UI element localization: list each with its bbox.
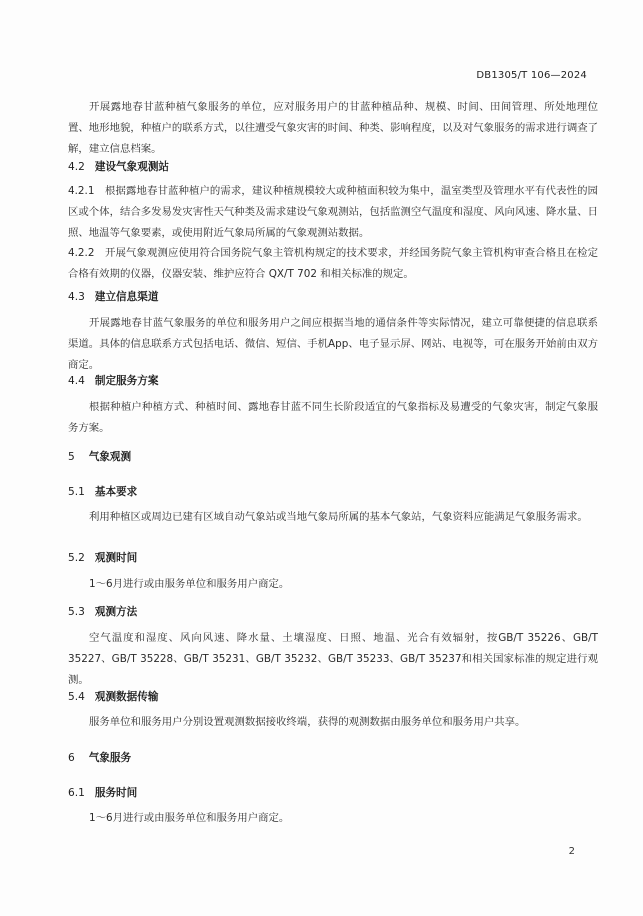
section-title: 气象服务	[88, 752, 132, 764]
section-number: 4.4	[68, 375, 85, 387]
section-5-4-heading	[68, 690, 158, 704]
section-title: 气象观测	[88, 451, 132, 463]
clause-4-2-2-block	[68, 243, 598, 285]
section-4-4-paragraph: 根据种植户种植方式、种植时间、露地春甘蓝不同生长阶段适宜的气象指标及易遭受的气象灾害，制定气象服务方案。	[68, 401, 598, 434]
section-4-3-paragraph: 开展露地春甘蓝气象服务的单位和服务用户之间应根据当地的通信条件等实际情况，建立可靠便捷的信息联系渠道。具体的信息联系方式包括电话、微信、短信、手机App、电子显示屏、网站、电视等，可在服务开始前由双方商定。	[68, 317, 598, 371]
section-number: 5	[68, 451, 75, 463]
clause-4-2-1: 4.2.1 根据露地春甘蓝种植户的需求，建议种植规模较大或种植面积较为集中，温室类型及管理水平有代表性的园区或个体，结合多发易发灾害性天气种类及需求建设气象观测站，包括监测空气温度和湿度、风向风速、降水量、日照、地温等气象要素，或使用附近气象局所属的气象观测站数据。	[68, 185, 598, 239]
section-number: 5.3	[68, 606, 85, 618]
section-number: 6	[68, 752, 75, 764]
section-6-1-paragraph: 1～6月进行或由服务单位和服务用户商定。	[89, 812, 290, 824]
section-number: 5.2	[68, 552, 85, 564]
section-4-4-heading	[68, 374, 158, 388]
section-5-4-paragraph: 服务单位和服务用户分别设置观测数据接收终端，获得的观测数据由服务单位和服务用户共享。	[89, 716, 526, 728]
section-title: 基本要求	[94, 486, 138, 498]
section-number: 5.4	[68, 691, 85, 703]
section-5-heading	[68, 450, 131, 464]
section-number: 4.2	[68, 161, 85, 173]
section-title: 观测数据传输	[94, 691, 159, 703]
page-number: 2	[568, 846, 575, 857]
section-5-3-heading	[68, 605, 137, 619]
intro-paragraph-block	[68, 97, 598, 160]
section-5-1-heading	[68, 485, 137, 499]
section-title: 建立信息渠道	[94, 291, 159, 303]
section-4-2-heading	[68, 160, 169, 174]
section-number: 4.3	[68, 291, 85, 303]
section-4-3-heading	[68, 290, 158, 304]
section-number: 5.1	[68, 486, 85, 498]
clause-4-2-2: 4.2.2 开展气象观测应使用符合国务院气象主管机构规定的技术要求，并经国务院气象主管机构审查合格且在检定合格有效期的仪器，仪器安装、维护应符合 QX/T 702 和相关标准的规定。	[68, 247, 598, 280]
document-id: DB1305/T 106—2024	[476, 70, 587, 81]
section-4-4-paragraph-block	[68, 397, 598, 439]
section-4-3-paragraph-block	[68, 313, 598, 376]
section-title: 建设气象观测站	[94, 161, 170, 173]
section-title: 服务时间	[94, 787, 138, 799]
section-5-2-paragraph: 1～6月进行或由服务单位和服务用户商定。	[89, 578, 290, 590]
section-5-3-paragraph: 空气温度和湿度、风向风速、降水量、土壤湿度、日照、地温、光合有效辐射，按GB/T 35226、GB/T 35227、GB/T 35228、GB/T 35231、GB/T 35232、GB/T 35233、GB/T 35237和相关国家标准的规定进行观测。	[68, 632, 598, 686]
section-title: 观测方法	[94, 606, 138, 618]
section-title: 观测时间	[94, 552, 138, 564]
section-6-1-heading	[68, 786, 137, 800]
section-title: 制定服务方案	[94, 375, 159, 387]
section-6-heading	[68, 751, 131, 765]
section-5-2-paragraph-block	[68, 574, 598, 595]
section-5-4-paragraph-block	[68, 712, 598, 733]
section-5-1-paragraph-block	[68, 507, 598, 528]
clause-4-2-1-block	[68, 181, 598, 244]
intro-paragraph: 开展露地春甘蓝种植气象服务的单位，应对服务用户的甘蓝种植品种、规模、时间、田间管理、所处地理位置、地形地貌，种植户的联系方式，以往遭受气象灾害的时间、种类、影响程度，以及对气象服务的需求进行调查了解，建立信息档案。	[68, 101, 598, 155]
section-5-1-paragraph: 利用种植区或周边已建有区域自动气象站或当地气象局所属的基本气象站，气象资料应能满足气象服务需求。	[89, 511, 588, 523]
section-6-1-paragraph-block	[68, 808, 598, 829]
section-number: 6.1	[68, 787, 85, 799]
section-5-2-heading	[68, 551, 137, 565]
section-5-3-paragraph-block	[68, 628, 598, 691]
